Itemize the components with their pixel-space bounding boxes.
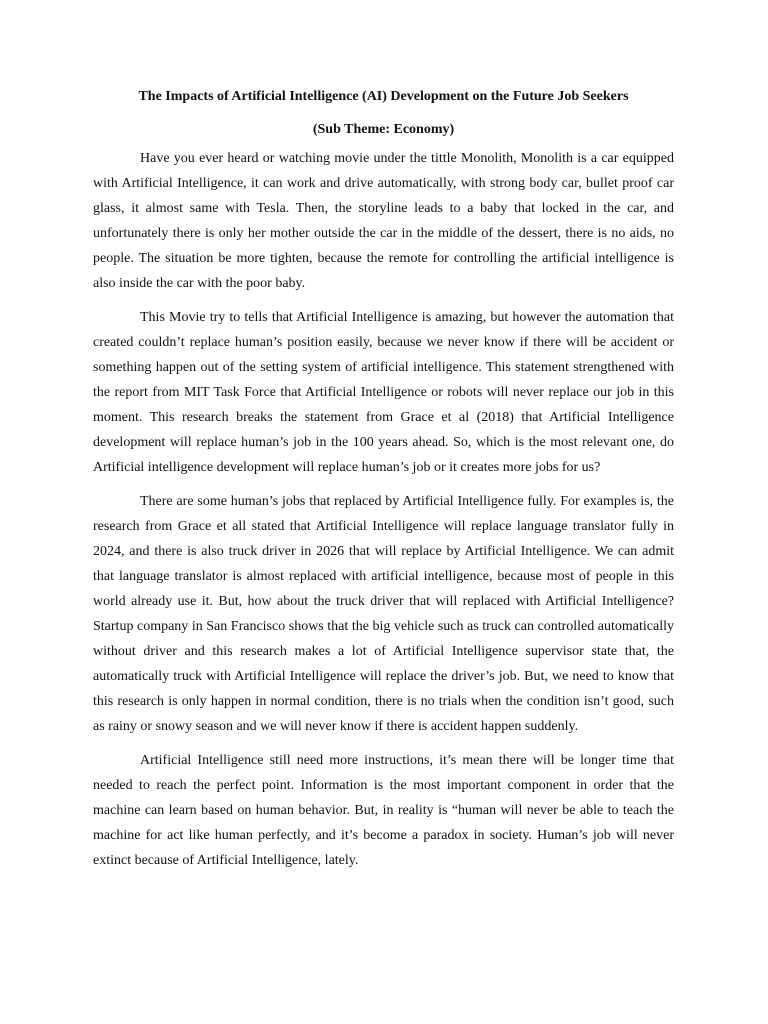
- paragraph-2: This Movie try to tells that Artificial Intelligence is amazing, but however the automation that created couldn’t replace human’s position easily, because we never know if there will be accident or something happen out of the setting system of artificial intelligence. This statement strengthened with the report from MIT Task Force that Artificial Intelligence or robots will never replace our job in this moment. This research breaks the statement from Grace et al (2018) that Artificial Intelligence development will replace human’s job in the 100 years ahead. So, which is the most relevant one, do Artificial intelligence development will replace human’s job or it creates more jobs for us?: [93, 310, 674, 475]
- paragraph-3: There are some human’s jobs that replaced by Artificial Intelligence fully. For examples is, the research from Grace et all stated that Artificial Intelligence will replace language translator fully in 2024, and there is also truck driver in 2026 that will replace by Artificial Intelligence. We can admit that language translator is almost replaced with artificial intelligence, because most of people in this world already use it. But, how about the truck driver that will replaced with Artificial Intelligence? Startup company in San Francisco shows that the big vehicle such as truck can controlled automatically without driver and this research makes a lot of Artificial Intelligence supervisor state that, the automatically truck with Artificial Intelligence will replace the driver’s job. But, we need to know that this research is only happen in normal condition, there is no trials when the condition isn’t good, such as rainy or snowy season and we will never know if there is accident happen suddenly.: [93, 494, 674, 734]
- paragraph-1: Have you ever heard or watching movie under the tittle Monolith, Monolith is a car equipped with Artificial Intelligence, it can work and drive automatically, with strong body car, bullet proof car glass, it almost same with Tesla. Then, the storyline leads to a baby that locked in the car, and unfortunately there is only her mother outside the car in the middle of the dessert, there is no aids, no people. The situation be more tighten, because the remote for controlling the artificial intelligence is also inside the car with the poor baby.: [93, 151, 674, 291]
- paragraph-4: Artificial Intelligence still need more instructions, it’s mean there will be longer time that needed to reach the perfect point. Information is the most important component in order that the machine can learn based on human behavior. But, in reality is “human will never be able to teach the machine for act like human perfectly, and it’s become a paradox in society. Human’s job will never extinct because of Artificial Intelligence, lately.: [93, 753, 674, 868]
- document-title: The Impacts of Artificial Intelligence (AI) Development on the Future Job Seekers: [138, 89, 629, 104]
- document-subtitle: (Sub Theme: Economy): [312, 122, 455, 137]
- document-page: [93, 84, 674, 882]
